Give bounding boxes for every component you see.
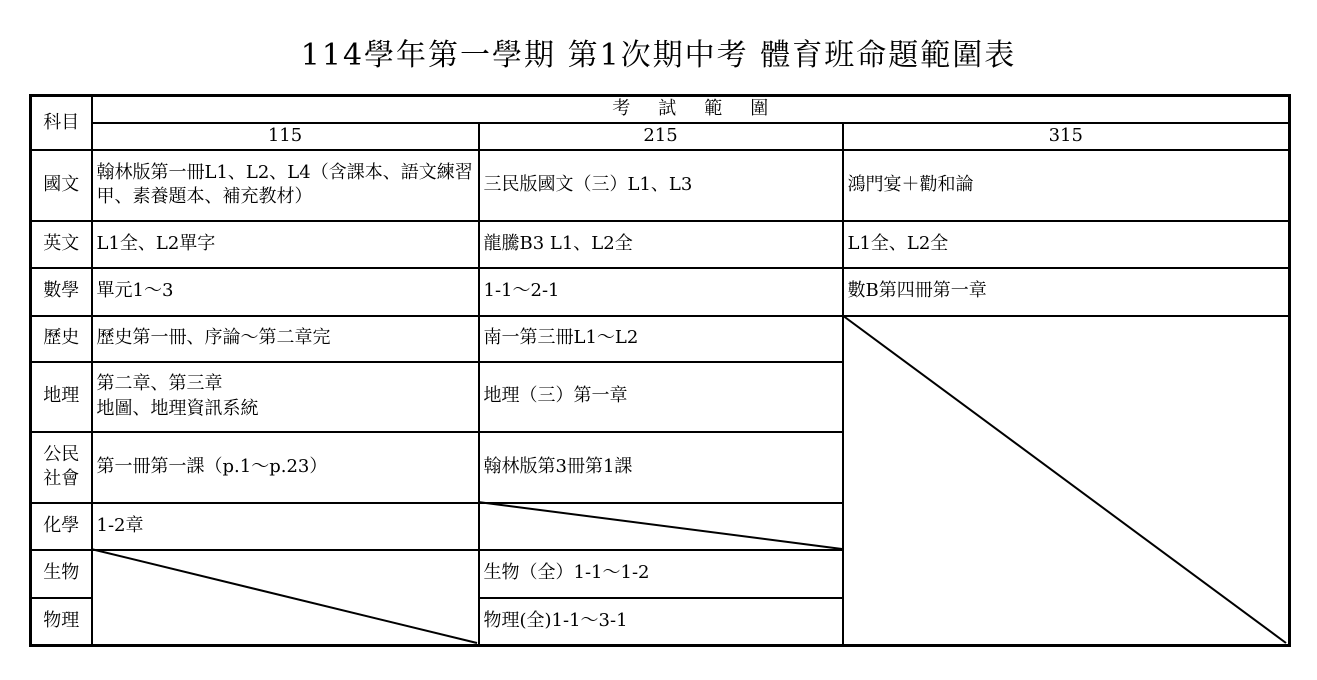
table-row: [31, 268, 1290, 316]
range-cell-115: 單元1～3: [92, 268, 479, 316]
range-cell-215: 翰林版第3冊第1課: [479, 432, 843, 503]
exam-range-table-wrapper: [29, 94, 1288, 645]
range-cell-315: L1全、L2全: [843, 221, 1290, 268]
class-header-115: 115: [92, 123, 479, 150]
range-cell-115: L1全、L2單字: [92, 221, 479, 268]
range-cell-115: 第一冊第一課（p.1～p.23）: [92, 432, 479, 503]
table-row: [31, 150, 1290, 221]
subject-cell: 歷史: [31, 316, 92, 362]
subject-header: 科目: [31, 96, 92, 150]
range-cell-115: 歷史第一冊、序論～第二章完: [92, 316, 479, 362]
empty-range-cell-215: [479, 503, 843, 550]
table-row: [31, 316, 1290, 362]
range-cell-215: 南一第三冊L1～L2: [479, 316, 843, 362]
range-cell-215: 1-1～2-1: [479, 268, 843, 316]
empty-range-cell-115: [92, 550, 479, 646]
page-title: 114學年第一學期 第1次期中考 體育班命題範圍表: [300, 38, 1017, 73]
range-cell-315: 數B第四冊第一章: [843, 268, 1290, 316]
subject-line: 公民: [43, 443, 80, 465]
header-row-1: [31, 96, 1290, 123]
subject-cell: 地理: [31, 362, 92, 432]
class-header-215: 215: [479, 123, 843, 150]
range-cell-115: [92, 362, 479, 432]
header-row-2: [31, 123, 1290, 150]
range-cell-315: 鴻門宴＋勸和論: [843, 150, 1290, 221]
subject-cell: 化學: [31, 503, 92, 550]
range-line: 地圖、地理資訊系統: [96, 397, 259, 419]
range-cell-215: 龍騰B3 L1、L2全: [479, 221, 843, 268]
range-cell-215: 三民版國文（三）L1、L3: [479, 150, 843, 221]
subject-cell: [31, 432, 92, 503]
subject-cell: 英文: [31, 221, 92, 268]
range-cell-215: 地理（三）第一章: [479, 362, 843, 432]
empty-range-cell-315: [843, 316, 1290, 646]
range-cell-215: 物理(全)1-1～3-1: [479, 598, 843, 646]
subject-cell: 數學: [31, 268, 92, 316]
subject-cell: 物理: [31, 598, 92, 646]
subject-cell: 國文: [31, 150, 92, 221]
exam-range-table: [29, 94, 1291, 647]
subject-line: 社會: [43, 468, 80, 489]
class-header-315: 315: [843, 123, 1290, 150]
table-row: [31, 221, 1290, 268]
range-cell-115: 翰林版第一冊L1、L2、L4（含課本、語文練習甲、素養題本、補充教材）: [92, 150, 479, 221]
exam-range-header: 考試範圍: [92, 96, 1290, 123]
range-line: 第二章、第三章: [96, 373, 223, 395]
range-cell-115: 1-2章: [92, 503, 479, 550]
subject-cell: 生物: [31, 550, 92, 598]
range-cell-215: 生物（全）1-1～1-2: [479, 550, 843, 598]
